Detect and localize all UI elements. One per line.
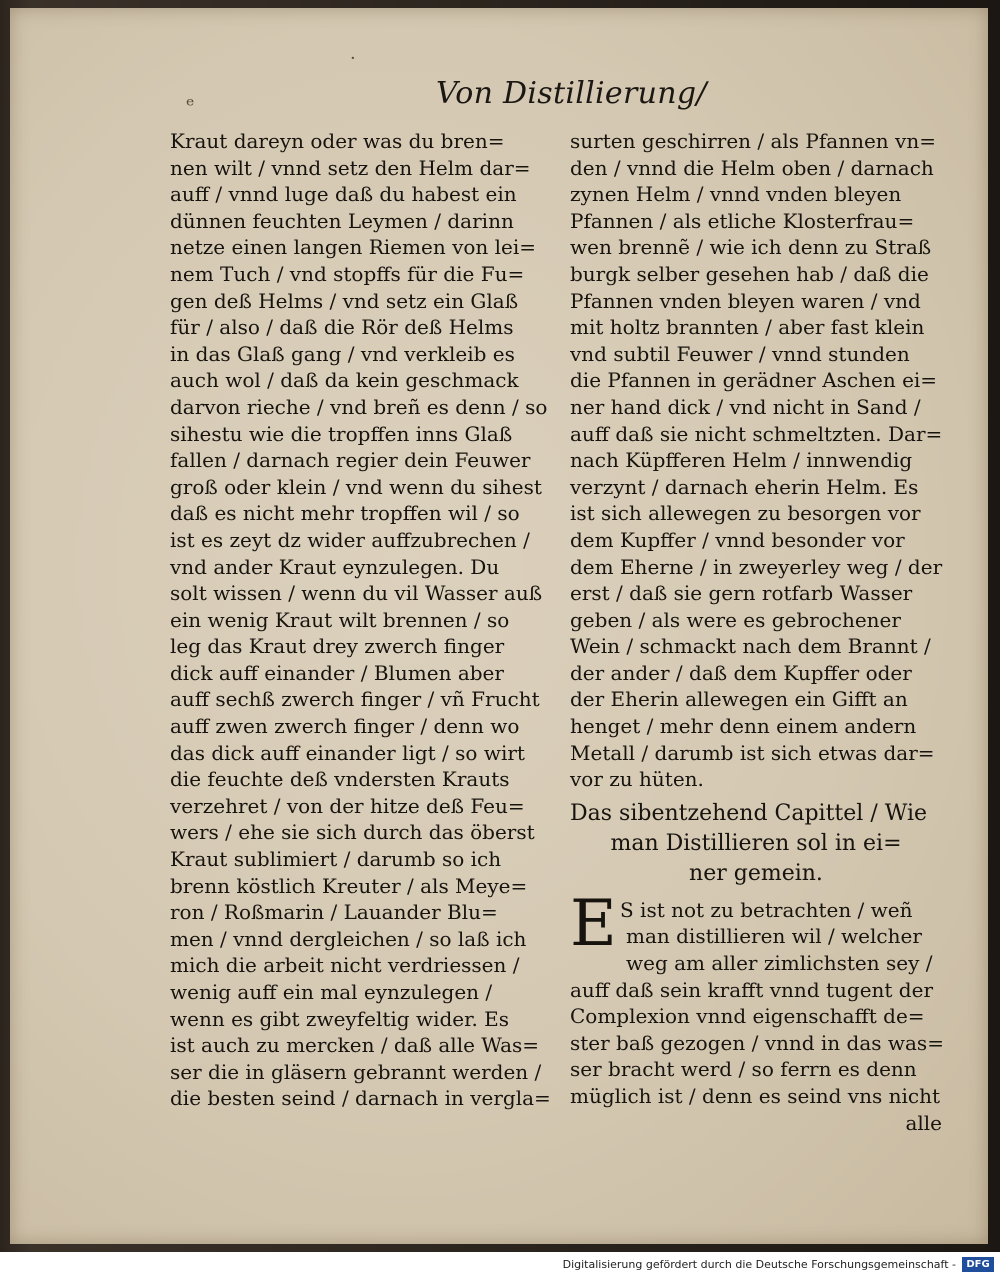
text-line: S ist not zu betrachten / weñ — [620, 897, 913, 922]
text-line: dick auff einander / Blumen aber — [170, 660, 504, 685]
text-line: fallen / darnach regier dein Feuwer — [170, 448, 531, 473]
text-line: wenn es gibt zweyfeltig wider. Es — [170, 1006, 510, 1031]
running-title: Von Distillierung/ — [436, 76, 707, 111]
text-line: dünnen feuchten Leymen / darinn — [170, 208, 514, 233]
text-line: verzynt / darnach eherin Helm. Es — [570, 474, 919, 499]
dfg-logo: DFG — [962, 1257, 994, 1272]
text-line: auff sechß zwerch finger / vñ Frucht — [170, 687, 540, 712]
left-text-column — [170, 128, 560, 1112]
text-line: darvon rieche / vnd breñ es denn / so — [170, 394, 548, 419]
text-line: vor zu hüten. — [570, 767, 704, 792]
text-line: die Pfannen in gerädner Aschen ei= — [570, 368, 938, 393]
text-line: Das sibentzehend Capittel / Wie — [570, 800, 928, 826]
text-line: ster baß gezogen / vnnd in das was= — [570, 1030, 944, 1055]
text-line: in das Glaß gang / vnd verkleib es — [170, 341, 515, 366]
text-line: burgk selber gesehen hab / daß die — [570, 261, 929, 286]
text-line: ner gemein. — [689, 860, 823, 886]
text-line: auff zwen zwerch finger / denn wo — [170, 714, 520, 739]
chapter-body — [570, 886, 944, 1136]
text-line: dem Eherne / in zweyerley weg / der — [570, 554, 943, 579]
text-line: auff / vnnd luge daß du habest ein — [170, 182, 517, 207]
text-line: wers / ehe sie sich durch das öberst — [170, 820, 535, 845]
text-line: geben / als were es gebrochener — [570, 607, 901, 632]
text-line: nach Küpfferen Helm / innwendig — [570, 448, 913, 473]
text-line: die feuchte deß vndersten Krauts — [170, 767, 510, 792]
right-column-text — [570, 128, 942, 793]
text-line: nen wilt / vnnd setz den Helm dar= — [170, 155, 531, 180]
text-line: gen deß Helms / vnd setz ein Glaß — [170, 288, 519, 313]
text-line: Pfannen vnden bleyen waren / vnd — [570, 288, 921, 313]
text-line: wen brennẽ / wie ich denn zu Straß — [570, 235, 932, 260]
drop-cap: E — [570, 886, 617, 961]
text-line: netze einen langen Riemen von lei= — [170, 235, 537, 260]
text-line: man distillieren wil / welcher — [626, 924, 922, 949]
text-line: Kraut dareyn oder was du bren= — [170, 129, 505, 153]
text-line: groß oder klein / vnd wenn du sihest — [170, 474, 542, 499]
ink-speck: · — [350, 48, 356, 69]
chapter-heading — [570, 799, 942, 889]
text-line: ist sich allewegen zu besorgen vor — [570, 501, 921, 526]
text-line: Wein / schmackt nach dem Brannt / — [570, 634, 931, 659]
text-line: auch wol / daß da kein geschmack — [170, 368, 519, 393]
text-line: den / vnnd die Helm oben / darnach — [570, 155, 934, 180]
text-line: auff daß sein krafft vnnd tugent der — [570, 977, 934, 1002]
text-line: zynen Helm / vnnd vnden bleyen — [570, 182, 902, 207]
text-line: henget / mehr denn einem andern — [570, 714, 917, 739]
text-line: ist auch zu mercken / daß alle Was= — [170, 1033, 540, 1058]
text-line: leg das Kraut drey zwerch finger — [170, 634, 505, 659]
text-line: daß es nicht mehr tropffen wil / so — [170, 501, 520, 526]
text-line: Metall / darumb ist sich etwas dar= — [570, 740, 935, 765]
right-text-column — [570, 128, 942, 1136]
text-line: alle — [905, 1110, 942, 1135]
digitization-footer — [0, 1252, 1000, 1278]
text-line: surten geschirren / als Pfannen vn= — [570, 129, 936, 153]
text-line: wenig auff ein mal eynzulegen / — [170, 980, 493, 1004]
text-line: erst / daß sie gern rotfarb Wasser — [570, 581, 913, 606]
text-line: ein wenig Kraut wilt brennen / so — [170, 607, 510, 632]
text-line: auff daß sie nicht schmeltzten. Dar= — [570, 421, 943, 446]
text-line: man Distillieren sol in ei= — [610, 830, 902, 856]
text-line: solt wissen / wenn du vil Wasser auß — [170, 581, 543, 606]
text-line: ron / Roßmarin / Lauander Blu= — [170, 900, 498, 925]
text-line: das dick auff einander ligt / so wirt — [170, 740, 525, 765]
text-line: die besten seind / darnach in vergla= — [170, 1086, 551, 1111]
text-line: mit holtz brannten / aber fast klein — [570, 315, 925, 340]
text-line: ist es zeyt dz wider auffzubrechen / — [170, 527, 530, 552]
text-line: der Eherin allewegen ein Gifft an — [570, 687, 908, 712]
text-line: weg am aller zimlichsten sey / — [626, 951, 933, 976]
text-line: Complexion vnnd eigenschafft de= — [570, 1004, 925, 1029]
text-line: dem Kupffer / vnnd besonder vor — [570, 527, 905, 552]
text-line: mich die arbeit nicht verdriessen / — [170, 953, 520, 978]
text-line: sihestu wie die tropffen inns Glaß — [170, 421, 513, 446]
text-line: Pfannen / als etliche Klosterfrau= — [570, 208, 915, 233]
text-line: der ander / daß dem Kupffer oder — [570, 660, 912, 685]
text-line: vnd ander Kraut eynzulegen. Du — [170, 554, 500, 579]
text-line: für / also / daß die Rör deß Helms — [170, 315, 514, 340]
margin-mark: ᵉ — [186, 94, 195, 119]
text-line: vnd subtil Feuwer / vnnd stunden — [570, 341, 910, 366]
text-line: Kraut sublimiert / darumb so ich — [170, 847, 502, 872]
text-line: brenn köstlich Kreuter / als Meye= — [170, 873, 528, 898]
text-line: ser bracht werd / so ferrn es denn — [570, 1057, 917, 1082]
text-line: men / vnnd dergleichen / so laß ich — [170, 926, 527, 951]
text-line: verzehret / von der hitze deß Feu= — [170, 793, 525, 818]
text-line: müglich ist / denn es seind vns nicht — [570, 1084, 940, 1108]
text-line: ser die in gläsern gebrannt werden / — [170, 1059, 542, 1084]
funding-credit: Digitalisierung gefördert durch die Deutsche Forschungsgemeinschaft - — [562, 1258, 956, 1271]
text-line: nem Tuch / vnd stopffs für die Fu= — [170, 261, 525, 286]
text-line: ner hand dick / vnd nicht in Sand / — [570, 394, 921, 419]
